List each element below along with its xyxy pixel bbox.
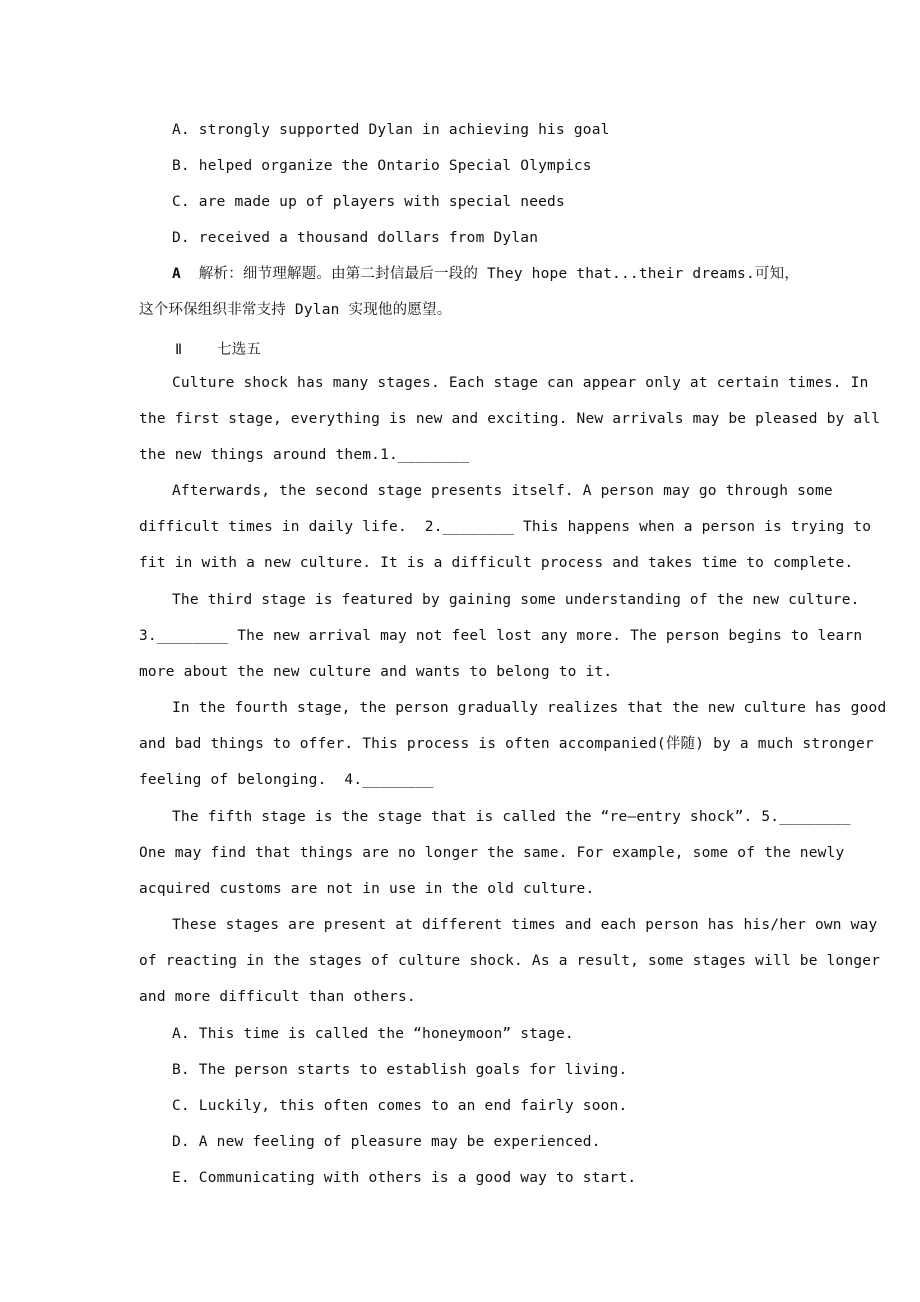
passage-line-1: Culture shock has many stages. Each stage can appear only at certain times. In [172, 375, 869, 391]
passage-line-9: more about the new culture and wants to belong to it. [139, 664, 613, 680]
option-d: D. A new feeling of pleasure may be experienced. [172, 1134, 601, 1150]
passage-line-18: and more difficult than others. [139, 989, 416, 1005]
option-e: E. Communicating with others is a good way to start. [172, 1170, 637, 1186]
analysis-line-1 [172, 264, 799, 284]
prev-option-d: D. received a thousand dollars from Dylan [172, 230, 539, 246]
option-a: A. This time is called the “honeymoon” stage. [172, 1026, 574, 1042]
passage-line-8: 3.________ The new arrival may not feel lost any more. The person begins to learn [139, 628, 863, 644]
passage-line-12: feeling of belonging. 4.________ [139, 772, 434, 788]
passage-line-5: difficult times in daily life. 2.________ This happens when a person is trying to [139, 519, 872, 535]
section-numeral: Ⅱ [175, 342, 183, 358]
passage-line-17: of reacting in the stages of culture shock. As a result, some stages will be longer [139, 953, 881, 969]
passage-line-7: The third stage is featured by gaining some understanding of the new culture. [172, 592, 860, 608]
section-title: 七选五 [217, 342, 262, 358]
passage-line-3: the new things around them.1.________ [139, 447, 470, 463]
prev-option-c: C. are made up of players with special needs [172, 194, 565, 210]
prev-option-a: A. strongly supported Dylan in achieving his goal [172, 122, 610, 138]
passage-line-4: Afterwards, the second stage presents itself. A person may go through some [172, 483, 833, 499]
passage-line-13: The fifth stage is the stage that is called the “re—entry shock”. 5.________ [172, 809, 851, 825]
passage-line-14: One may find that things are no longer the same. For example, some of the newly [139, 845, 845, 861]
analysis-line-2: 这个环保组织非常支持 Dylan 实现他的愿望。 [139, 302, 452, 318]
passage-line-10: In the fourth stage, the person gradually realizes that the new culture has good [172, 700, 887, 716]
analysis-text-1: 解析：细节理解题。由第二封信最后一段的 They hope that...their dreams.可知， [180, 266, 800, 282]
passage-line-15: acquired customs are not in use in the old culture. [139, 881, 595, 897]
passage-line-6: fit in with a new culture. It is a difficult process and takes time to complete. [139, 555, 854, 571]
passage-line-11: and bad things to offer. This process is often accompanied(伴随) by a much stronger [139, 736, 874, 752]
answer-letter: A [172, 266, 181, 282]
option-b: B. The person starts to establish goals for living. [172, 1062, 628, 1078]
option-c: C. Luckily, this often comes to an end fairly soon. [172, 1098, 628, 1114]
passage-line-16: These stages are present at different times and each person has his/her own way [172, 917, 878, 933]
prev-option-b: B. helped organize the Ontario Special Olympics [172, 158, 592, 174]
passage-line-2: the first stage, everything is new and exciting. New arrivals may be pleased by all [139, 411, 881, 427]
